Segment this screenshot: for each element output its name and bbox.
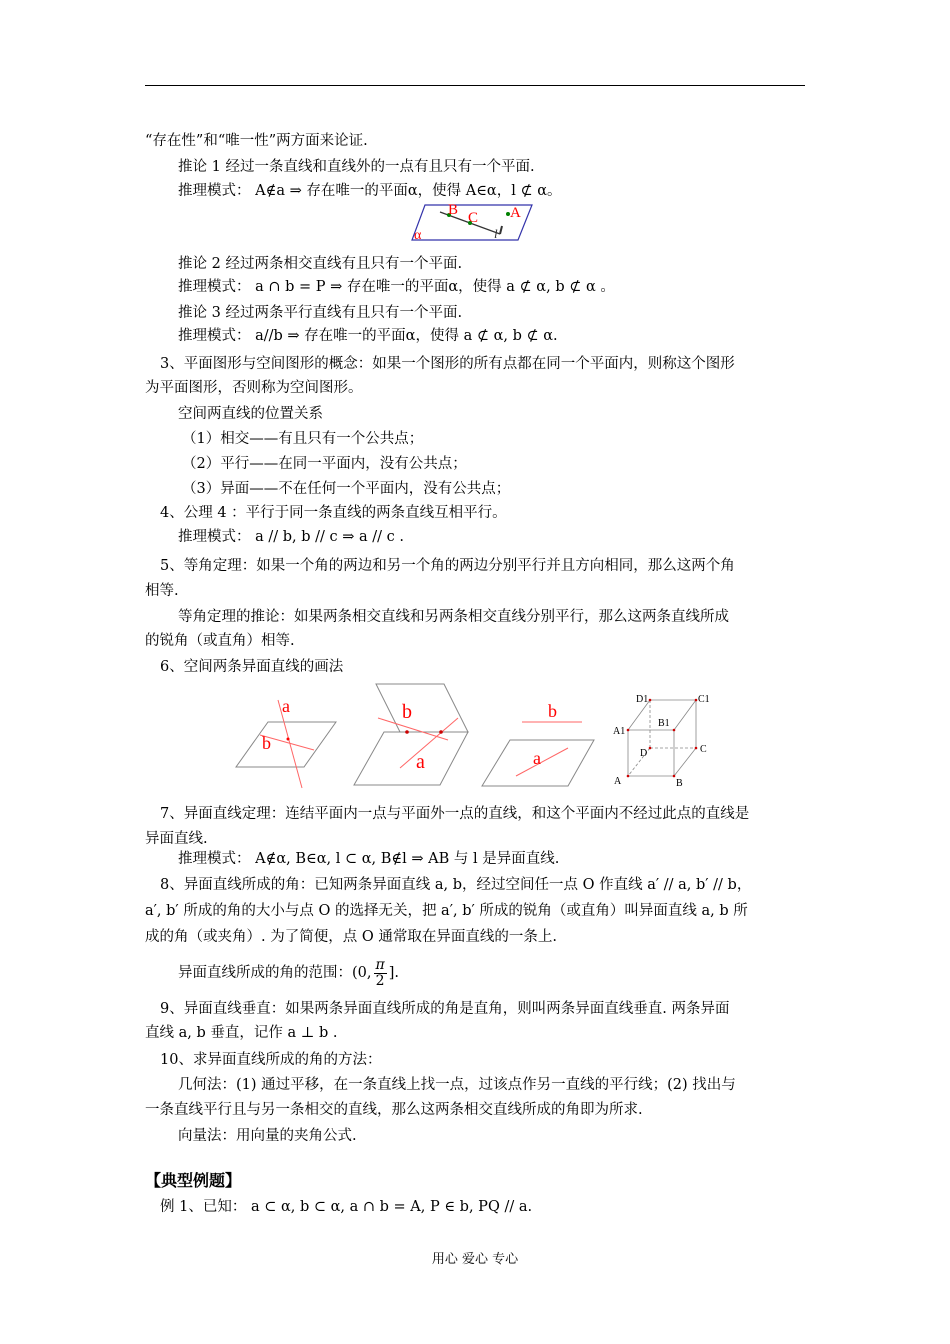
text-line: 几何法：(1) 通过平移，在一条直线上找一点，过该点作另一直线的平行线；(2) 找出与 xyxy=(178,1077,736,1093)
text-line: 的锐角（或直角）相等. xyxy=(145,633,295,649)
text-line: 4、公理 4 ：平行于同一条直线的两条直线互相平行。 xyxy=(160,505,507,521)
section-heading: 【典型例题】 xyxy=(145,1171,242,1190)
text-line: 6、空间两条异面直线的画法 xyxy=(160,659,344,675)
text-line: 直线 a, b 垂直，记作 a ⊥ b . xyxy=(145,1025,338,1041)
vertex-label-a1: A1 xyxy=(613,726,626,737)
plane-label-alpha: α xyxy=(414,228,422,243)
point-label-a: A xyxy=(510,205,521,221)
text-line: 8、异面直线所成的角：已知两条异面直线 a, b，经过空间任一点 O 作直线 a′ // a, b′ // b， xyxy=(160,877,752,893)
text-line: a′, b′ 所成的角的大小与点 O 的选择无关，把 a′, b′ 所成的锐角（或直角）叫异面直线 a, b 所 xyxy=(145,903,748,919)
line-label-a: a xyxy=(533,748,541,768)
text-line: 推理模式： a // b, b // c ⇒ a // c . xyxy=(178,529,404,545)
vertex-label-d: D xyxy=(640,748,648,759)
text-line: 7、异面直线定理：连结平面内一点与平面外一点的直线，和这个平面内不经过此点的直线是 xyxy=(160,806,750,822)
text-line: 5、等角定理：如果一个角的两边和另一个角的两边分别平行并且方向相同，那么这两个角 xyxy=(160,558,735,574)
text-line: 异面直线. xyxy=(145,831,208,847)
vertex-label-a: A xyxy=(614,776,622,787)
text-line: 成的角（或夹角）. 为了简便，点 O 通常取在异面直线的一条上. xyxy=(145,929,557,945)
vertex-label-c1: C1 xyxy=(698,694,710,705)
text-line: 推理模式： a//b ⇒ 存在唯一的平面α，使得 a ⊄ α, b ⊄ α. xyxy=(178,328,558,344)
vertex-label-b: B xyxy=(676,778,683,789)
text-line: 推理模式： a ∩ b = P ⇒ 存在唯一的平面α，使得 a ⊄ α, b ⊄ α 。 xyxy=(178,279,615,295)
fraction-numerator: π xyxy=(375,956,385,973)
vertex-label-d1: D1 xyxy=(636,694,649,705)
text-line: 10、求异面直线所成的角的方法： xyxy=(160,1052,382,1068)
line-label-b: b xyxy=(548,701,557,721)
text-line: 3、平面图形与空间图形的概念：如果一个图形的所有点都在同一个平面内，则称这个图形 xyxy=(160,356,735,372)
text-line: 推论 3 经过两条平行直线有且只有一个平面. xyxy=(178,305,463,321)
text-line: 一条直线平行且与另一条相交的直线，那么这两条相交直线所成的角即为所求. xyxy=(145,1102,643,1118)
angle-range-line xyxy=(178,956,399,990)
text-line: 等角定理的推论：如果两条相交直线和另两条相交直线分别平行，那么这两条直线所成 xyxy=(178,609,729,625)
pi-over-2-fraction xyxy=(374,958,387,989)
text-line: （1）相交——有且只有一个公共点； xyxy=(182,431,424,447)
vertex-label-c: C xyxy=(700,744,707,755)
fraction-denominator: 2 xyxy=(375,972,385,989)
text-line: 推理模式： A∉a ⇒ 存在唯一的平面α，使得 A∈α，l ⊄ α。 xyxy=(178,183,562,199)
point-label-b: B xyxy=(448,202,459,218)
skew-lines-panel-1 xyxy=(236,696,336,788)
text-line: 推论 1 经过一条直线和直线外的一点有且只有一个平面. xyxy=(178,159,535,175)
angle-range-prefix: 异面直线所成的角的范围：(0, xyxy=(178,965,372,981)
point-label-c: C xyxy=(468,210,479,226)
skew-lines-panel-3 xyxy=(482,701,594,786)
text-line: 推理模式： A∉α, B∈α, l ⊂ α, B∉l ⇒ AB 与 l 是异面直线. xyxy=(178,851,560,867)
text-line: 相等. xyxy=(145,583,179,599)
line-label-a: a xyxy=(416,751,425,773)
cube-panel xyxy=(613,694,710,789)
text-line: “存在性”和“唯一性”两方面来论证. xyxy=(145,133,368,149)
text-line: 推论 2 经过两条相交直线有且只有一个平面. xyxy=(178,256,463,272)
skew-lines-figure xyxy=(230,680,730,795)
text-line: （3）异面——不在任何一个平面内，没有公共点； xyxy=(182,481,511,497)
line-label-b: b xyxy=(402,701,412,723)
header-rule xyxy=(145,85,805,86)
text-line: 空间两直线的位置关系 xyxy=(178,406,323,422)
angle-range-suffix: ]. xyxy=(388,965,399,981)
text-line: 向量法：用向量的夹角公式. xyxy=(178,1128,357,1144)
text-line: （2）平行——在同一平面内，没有公共点； xyxy=(182,456,467,472)
line-label-b: b xyxy=(262,733,271,753)
line-label-l: l xyxy=(494,226,498,241)
skew-lines-panel-2 xyxy=(354,684,468,785)
text-line: 9、异面直线垂直：如果两条异面直线所成的角是直角，则叫两条异面直线垂直. 两条异面 xyxy=(160,1001,730,1017)
vertex-label-b1: B1 xyxy=(658,718,670,729)
line-label-a: a xyxy=(282,696,290,716)
text-line: 例 1、已知： a ⊂ α, b ⊂ α, a ∩ b = A, P ∈ b, PQ // a. xyxy=(160,1199,533,1215)
plane-figure-1 xyxy=(410,200,535,242)
page-footer: 用心 爱心 专心 xyxy=(431,1252,519,1267)
text-line: 为平面图形，否则称为空间图形。 xyxy=(145,380,363,396)
